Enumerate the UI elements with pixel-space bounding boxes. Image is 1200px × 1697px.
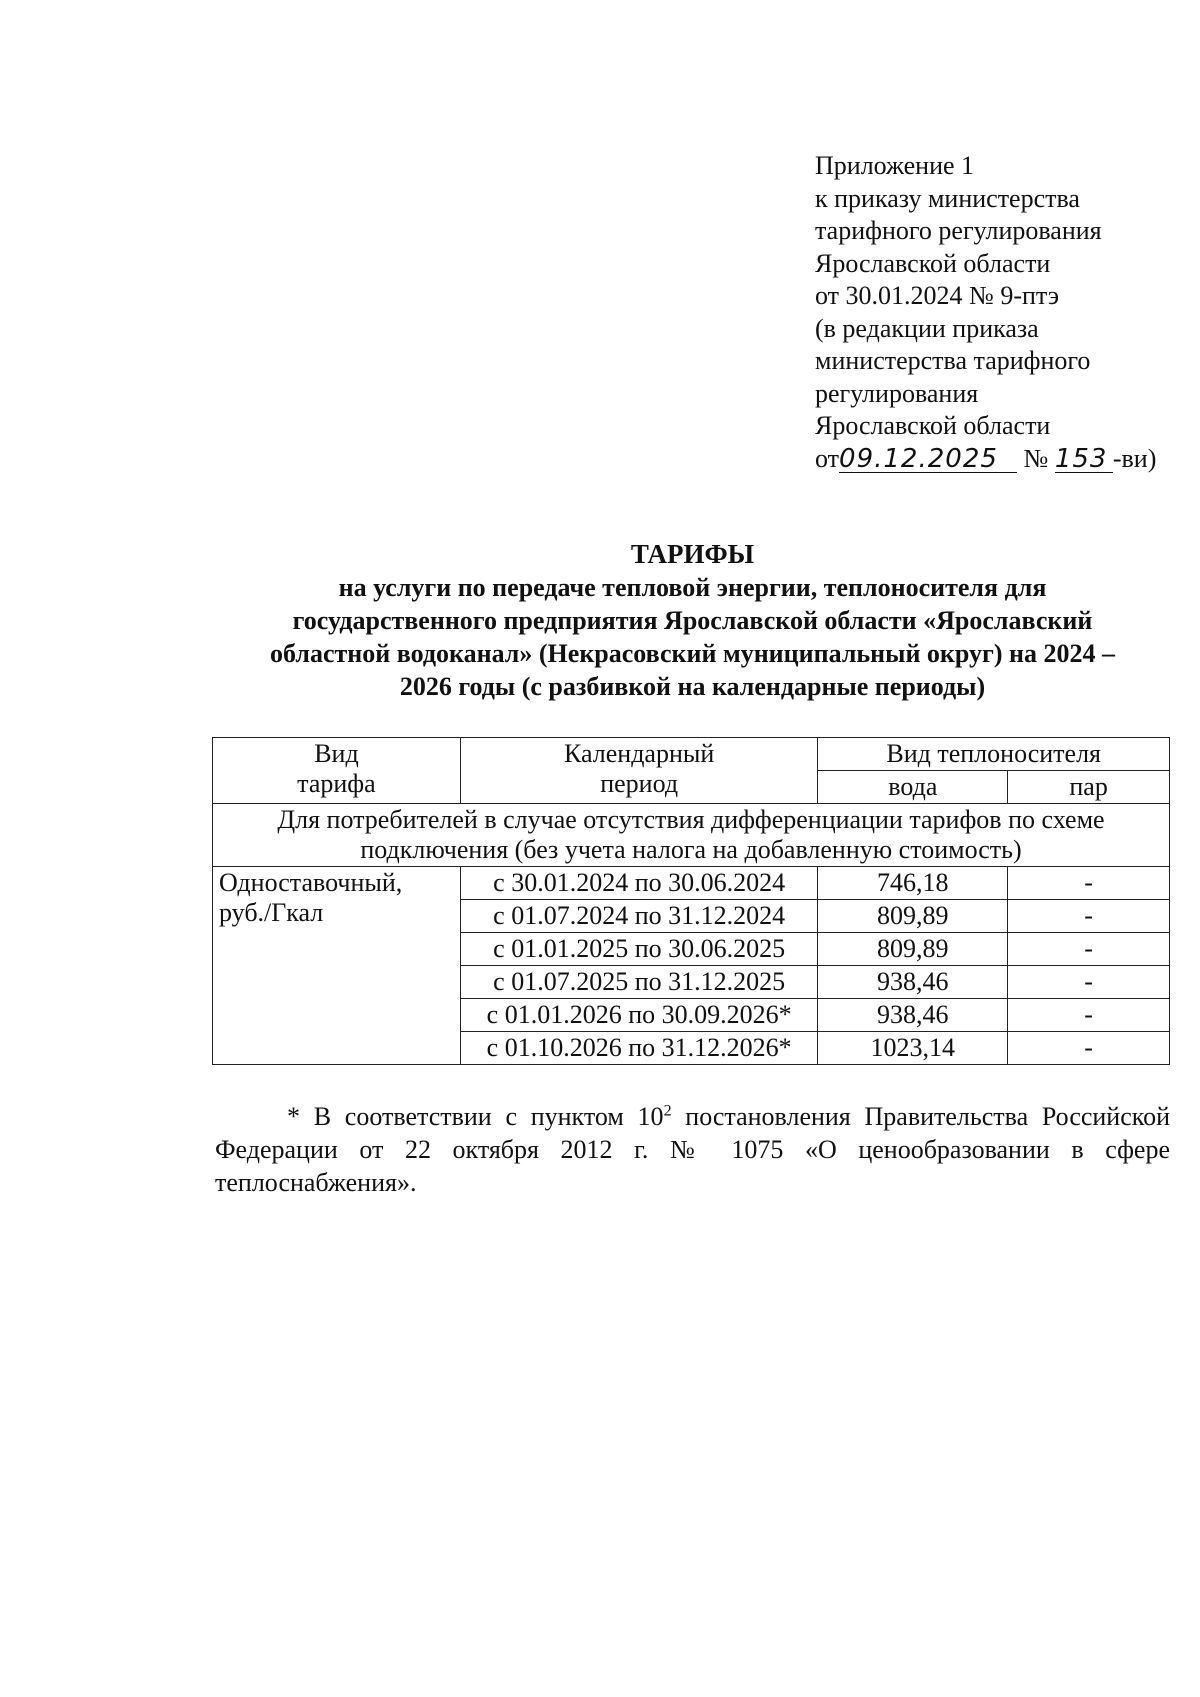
steam-cell: - [1008, 999, 1170, 1032]
appendix-line: к приказу министерства [815, 183, 1080, 213]
handwritten-number: 153 [1055, 446, 1113, 473]
appendix-line: (в редакции приказа [815, 313, 1039, 343]
period-cell: с 01.01.2025 по 30.06.2025 [460, 933, 818, 966]
steam-cell: - [1008, 933, 1170, 966]
title-line: на услуги по передаче тепловой энергии, теплоносителя для [338, 573, 1047, 602]
tariff-table [212, 737, 1170, 1065]
header-carrier: Вид теплоносителя [818, 738, 1170, 771]
header-tariff-kind: Вид тарифа [213, 738, 461, 804]
appendix-line: Ярославской области [815, 411, 1051, 440]
water-cell: 938,46 [818, 999, 1008, 1032]
steam-cell: - [1008, 1032, 1170, 1065]
footnote-text-start: * В соответствии с пунктом 10 [287, 1102, 664, 1131]
water-cell: 1023,14 [818, 1032, 1008, 1065]
appendix-line: Ярославской области [815, 248, 1051, 278]
header-steam: пар [1008, 771, 1170, 804]
steam-cell: - [1008, 900, 1170, 933]
table-header-row [213, 738, 1170, 771]
appendix-line: тарифного регулирования [815, 216, 1102, 245]
period-cell: с 01.07.2024 по 31.12.2024 [460, 900, 818, 933]
handwritten-date: 09.12.2025 [839, 446, 1017, 473]
order-prefix: от [815, 443, 840, 473]
water-cell: 809,89 [818, 933, 1008, 966]
group-note-row [213, 804, 1170, 867]
steam-cell: - [1008, 867, 1170, 900]
tariff-kind-cell: Одноставочный, руб./Гкал [213, 867, 461, 1065]
appendix-line: регулирования [815, 378, 979, 408]
period-cell: с 01.07.2025 по 31.12.2025 [460, 966, 818, 999]
appendix-block [815, 150, 1175, 475]
title-line: государственного предприятия Ярославской области «Ярославский [292, 606, 1093, 635]
document-title [210, 538, 1175, 703]
appendix-line: Приложение 1 [815, 151, 975, 180]
table-row [213, 867, 1170, 900]
water-cell: 746,18 [818, 867, 1008, 900]
title-line: областной водоканал» (Некрасовский муниципальный округ) на 2024 – [270, 639, 1115, 668]
appendix-line: министерства тарифного [815, 346, 1091, 375]
period-cell: с 01.01.2026 по 30.09.2026* [460, 999, 818, 1032]
steam-cell: - [1008, 966, 1170, 999]
footnote [215, 1100, 1170, 1199]
water-cell: 938,46 [818, 966, 1008, 999]
order-suffix: -ви) [1112, 443, 1157, 473]
appendix-line: от 30.01.2024 № 9-птэ [815, 281, 1060, 310]
number-sign: № [1023, 443, 1049, 473]
period-cell: с 01.10.2026 по 31.12.2026* [460, 1032, 818, 1065]
period-cell: с 30.01.2024 по 30.06.2024 [460, 867, 818, 900]
header-water: вода [818, 771, 1008, 804]
appendix-order-line [815, 443, 1175, 476]
footnote-text-end: постановления Правительства Российской Федерации от 22 октября 2012 г. № 1075 «О ценообразовании в сфере теплоснабжения». [215, 1102, 1170, 1197]
header-period: Календарный период [460, 738, 818, 804]
water-cell: 809,89 [818, 900, 1008, 933]
title-line: 2026 годы (с разбивкой на календарные периоды) [399, 672, 986, 701]
footnote-superscript: 2 [663, 1102, 672, 1120]
group-note: Для потребителей в случае отсутствия дифференциации тарифов по схеме подключения (без учета налога на добавленную стоимость) [213, 804, 1170, 867]
title-heading: ТАРИФЫ [630, 539, 755, 569]
